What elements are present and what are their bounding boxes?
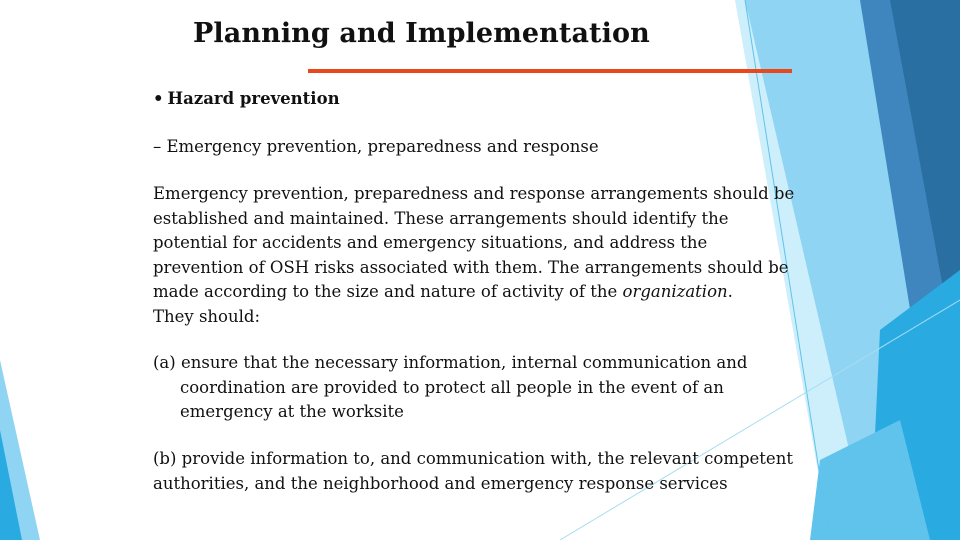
item-line: (b) provide information to, and communication with, the relevant competent: [153, 449, 793, 468]
bullet-label: Hazard prevention: [167, 89, 340, 108]
paragraph-text: made according to the size and nature of activity of the: [153, 282, 623, 301]
paragraph-line: They should:: [153, 306, 261, 326]
paragraph-line: [153, 280, 794, 305]
list-item-a: [153, 351, 747, 425]
paragraph-line: prevention of OSH risks associated with them. The arrangements should be: [153, 257, 789, 277]
paragraph-line: Emergency prevention, preparedness and response arrangements should be: [153, 184, 795, 203]
subheading: – Emergency prevention, preparedness and response: [153, 137, 599, 156]
paragraph-line: potential for accidents and emergency situations, and address the: [153, 233, 708, 252]
item-line: emergency at the worksite: [180, 402, 404, 421]
paragraph-italic: organization: [622, 282, 728, 301]
item-line: coordination are provided to protect all people in the event of an: [180, 377, 724, 397]
bullet-hazard-prevention: [153, 87, 340, 112]
paragraph-line: established and maintained. These arrangements should identify the: [153, 208, 729, 228]
bullet-dot: •: [153, 89, 164, 108]
item-line: authorities, and the neighborhood and emergency response services: [153, 473, 728, 493]
slide-title: Planning and Implementation: [193, 18, 650, 49]
item-line: (a) ensure that the necessary information, internal communication and: [153, 353, 748, 372]
title-underline: [308, 69, 792, 73]
list-item-b: [153, 447, 793, 496]
paragraph-text: .: [727, 282, 733, 301]
body-paragraph: [153, 182, 794, 329]
